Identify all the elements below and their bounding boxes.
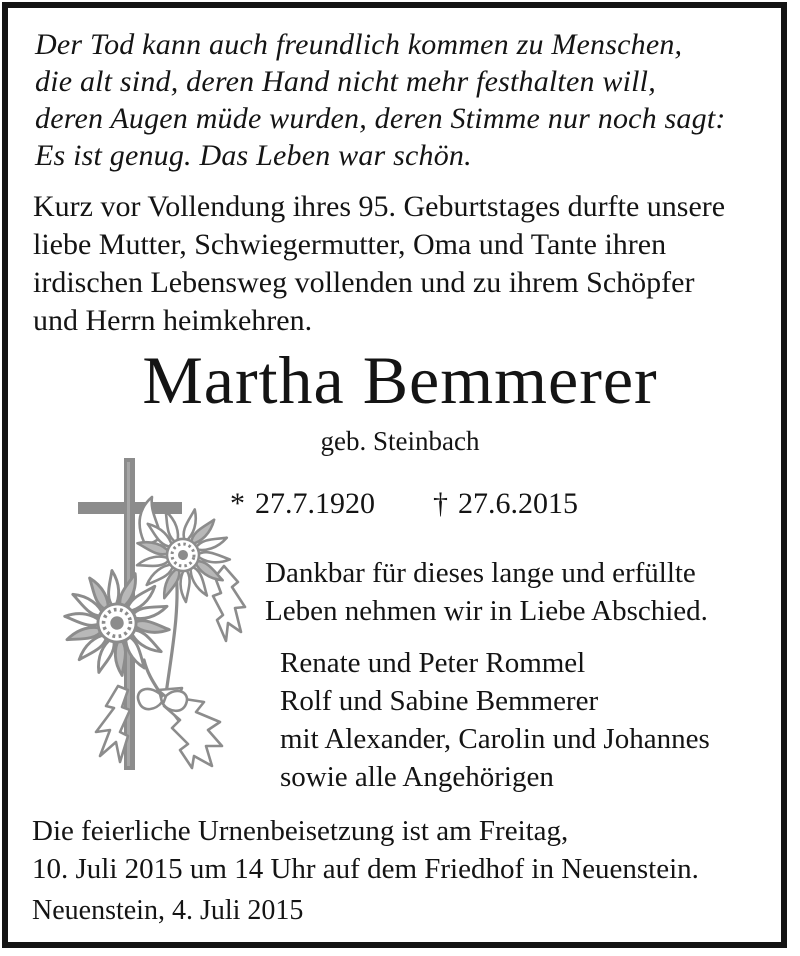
- quote-line: Der Tod kann auch freundlich kommen zu Menschen,: [35, 28, 683, 61]
- born-star-symbol: *: [230, 487, 245, 520]
- quote-line: deren Augen müde wurden, deren Stimme nur noch sagt:: [35, 102, 726, 135]
- intro-paragraph: [33, 188, 763, 340]
- sunflower-lower: [57, 564, 176, 683]
- mourners-list: [280, 644, 770, 796]
- mourner-line: sowie alle Angehörigen: [280, 761, 554, 793]
- cross-with-sunflowers-illustration: [48, 450, 260, 782]
- opening-quote: [35, 26, 755, 174]
- intro-line: irdischen Lebensweg vollenden und zu ihrem Schöpfer: [33, 266, 695, 299]
- mourner-line: mit Alexander, Carolin und Johannes: [280, 723, 710, 755]
- funeral-info: [32, 812, 772, 888]
- death-cross-symbol: †: [433, 487, 448, 520]
- intro-line: liebe Mutter, Schwiegermutter, Oma und Tante ihren: [33, 228, 667, 261]
- farewell-line: Dankbar für dieses lange und erfüllte: [265, 557, 696, 589]
- birth-date: 27.7.1920: [255, 487, 375, 520]
- death-date-group: [433, 487, 578, 520]
- farewell-text: [265, 554, 765, 630]
- deceased-name: Martha Bemmerer: [142, 342, 658, 418]
- mourner-line: Rolf und Sabine Bemmerer: [280, 685, 599, 717]
- funeral-line: Die feierliche Urnenbeisetzung ist am Freitag,: [32, 815, 569, 847]
- notice-dateline: Neuenstein, 4. Juli 2015: [32, 895, 304, 926]
- maiden-name: geb. Steinbach: [320, 426, 480, 456]
- farewell-line: Leben nehmen wir in Liebe Abschied.: [265, 595, 708, 627]
- life-dates: [230, 486, 578, 522]
- intro-line: und Herrn heimkehren.: [33, 304, 313, 337]
- quote-line: Es ist genug. Das Leben war schön.: [35, 139, 472, 172]
- quote-line: die alt sind, deren Hand nicht mehr festhalten will,: [35, 65, 656, 98]
- intro-line: Kurz vor Vollendung ihres 95. Geburtstages durfte unsere: [33, 190, 726, 223]
- mourner-line: Renate und Peter Rommel: [280, 647, 586, 679]
- death-date: 27.6.2015: [458, 487, 578, 520]
- funeral-line: 10. Juli 2015 um 14 Uhr auf dem Friedhof in Neuenstein.: [32, 853, 699, 885]
